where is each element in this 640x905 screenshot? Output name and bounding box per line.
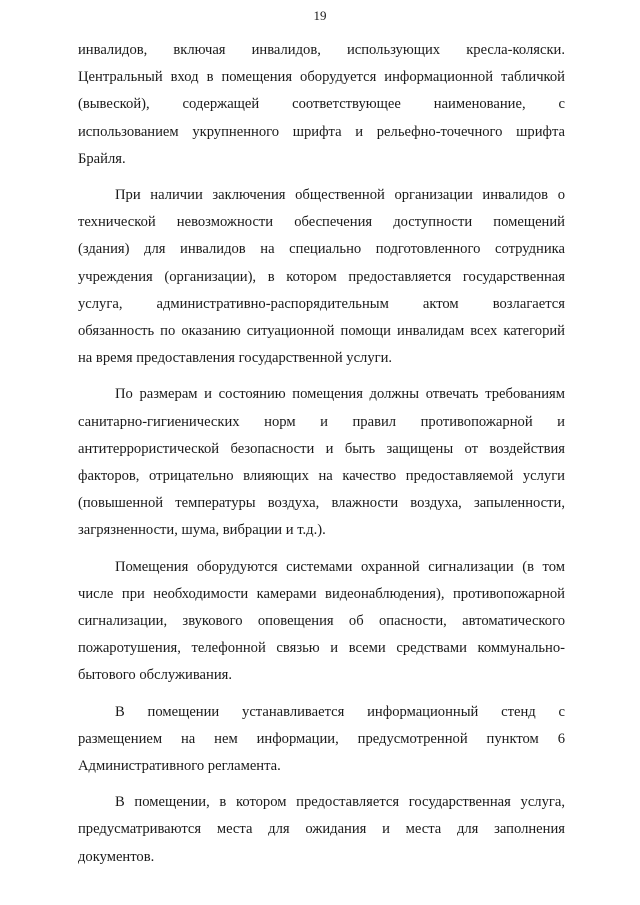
paragraph-security-systems (78, 554, 565, 690)
text-line: антитеррористической безопасности и быть защищены от воздействия (78, 440, 565, 457)
text-line: пожаротушения, телефонной связью и всеми средствами коммунально- (78, 640, 565, 657)
text-line: числе при необходимости камерами видеонаблюдения), противопожарной (78, 585, 565, 602)
paragraph-waiting-areas (78, 789, 565, 871)
text-line: бытового обслуживания. (78, 667, 233, 684)
text-line: В помещении, в котором предоставляется государственная услуга, (115, 794, 565, 811)
text-line: Административного регламента. (78, 758, 281, 775)
text-line: размещением на нем информации, предусмотренной пунктом 6 (78, 730, 565, 747)
text-line: Брайля. (78, 150, 126, 167)
text-line: санитарно-гигиенических норм и правил противопожарной и (78, 413, 565, 430)
text-line: документов. (78, 848, 155, 865)
text-line: (здания) для инвалидов на специально подготовленного сотрудника (78, 241, 565, 258)
text-line: Помещения оборудуются системами охранной сигнализации (в том (115, 558, 565, 575)
text-line: Центральный вход в помещения оборудуется информационной табличкой (78, 69, 565, 86)
paragraph-entrance-signage (78, 37, 565, 173)
paragraph-premises-requirements (78, 381, 565, 544)
text-line: инвалидов, включая инвалидов, использующих кресла-коляски. (78, 42, 565, 58)
text-line: В помещении устанавливается информационный стенд с (115, 703, 565, 720)
paragraph-information-stand (78, 699, 565, 781)
text-line: По размерам и состоянию помещения должны отвечать требованиям (115, 386, 565, 403)
text-line: услуга, административно-распорядительным актом возлагается (78, 295, 565, 312)
text-line: факторов, отрицательно влияющих на качество предоставляемой услуги (78, 468, 565, 485)
text-line: технической невозможности обеспечения доступности помещений (78, 214, 565, 231)
page-number: 19 (313, 8, 327, 23)
paragraph-situational-assistance (78, 182, 565, 372)
body-text (78, 37, 565, 871)
text-line: При наличии заключения общественной организации инвалидов о (115, 187, 565, 204)
text-line: (вывеской), содержащей соответствующее наименование, с (78, 96, 565, 113)
text-line: учреждения (организации), в котором предоставляется государственная (78, 268, 565, 285)
text-line: сигнализации, звукового оповещения об опасности, автоматического (78, 613, 565, 630)
text-line: (повышенной температуры воздуха, влажности воздуха, запыленности, (78, 495, 565, 512)
text-line: на время предоставления государственной услуги. (78, 350, 393, 367)
text-line: предусматриваются места для ожидания и места для заполнения (78, 821, 565, 838)
text-line: использованием укрупненного шрифта и рельефно-точечного шрифта (78, 123, 565, 140)
text-line: обязанность по оказанию ситуационной помощи инвалидам всех категорий (78, 323, 565, 340)
text-line: загрязненности, шума, вибрации и т.д.). (78, 522, 326, 539)
